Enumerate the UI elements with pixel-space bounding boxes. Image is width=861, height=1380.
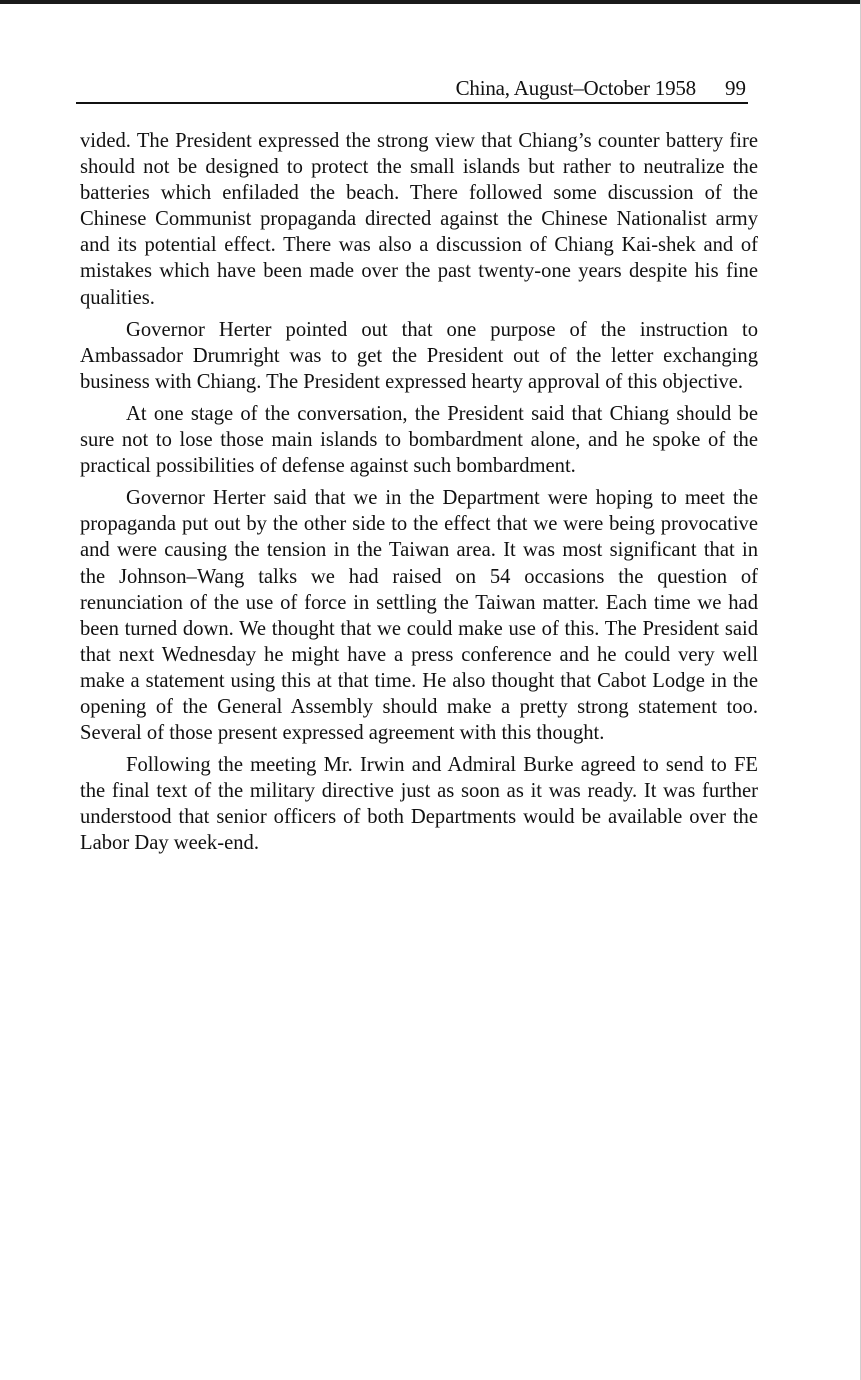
- page-number: 99: [725, 76, 746, 100]
- page-top-edge: [0, 0, 861, 4]
- paragraph-herter-instruction: Governor Herter pointed out that one purpose of the instruction to Ambassador Drumright was to get the President out of the letter exchanging business with Chiang. The President expressed hearty approval of this objective.: [80, 318, 758, 393]
- running-header: [76, 72, 748, 104]
- paragraph-bombardment: At one stage of the conversation, the President said that Chiang should be sure not to lose those main islands to bombardment alone, and he spoke of the practical possibilities of defense against such bombardment.: [80, 402, 758, 478]
- body-text: [80, 128, 758, 863]
- paragraph-propaganda: Governor Herter said that we in the Department were hoping to meet the propaganda put out by the other side to the effect that we were being provocative and were causing the tension in the Taiwan area. It was most significant that in the Johnson–Wang talks we had raised on 54 occasions the question of renunciation of the use of force in settling the Taiwan matter. Each time we had been turned down. We thought that we could make use of this. The President said that next Wednesday he might have a press conference and he could very well make a statement using this at that time. He also thought that Cabot Lodge in the opening of the General Assembly should make a pretty strong statement too. Several of those present expressed agreement with this thought.: [80, 487, 758, 745]
- paragraph-military-directive: Following the meeting Mr. Irwin and Admiral Burke agreed to send to FE the final text of the military directive just as soon as it was ready. It was further understood that senior officers of both Departments would be available over the Labor Day week-end.: [80, 754, 758, 855]
- running-title: China, August–October 1958: [455, 76, 696, 100]
- paragraph-continued: vided. The President expressed the strong view that Chiang’s counter battery fire should not be designed to protect the small islands but rather to neutralize the batteries which enfiladed the beach. There followed some discussion of the Chinese Communist propaganda directed against the Chinese Nationalist army and its potential effect. There was also a discussion of Chiang Kai-shek and of mistakes which have been made over the past twenty-one years despite his fine qualities.: [80, 130, 758, 309]
